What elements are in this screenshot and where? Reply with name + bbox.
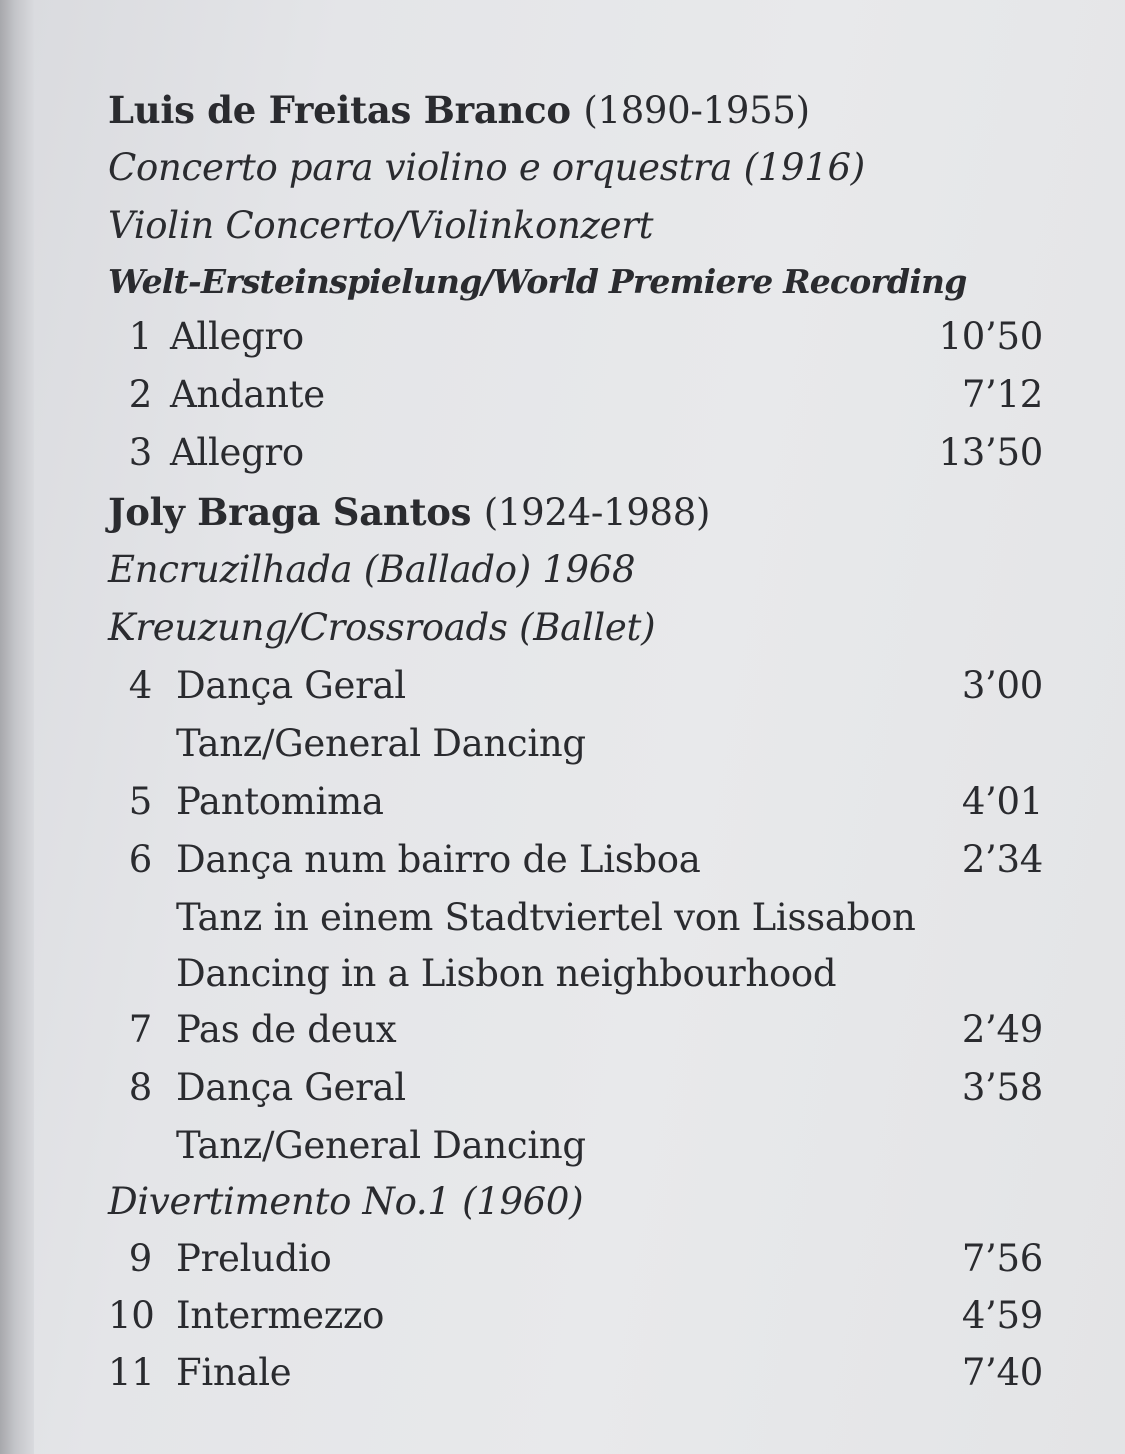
work-title-translation: Violin Concerto/Violinkonzert [108, 204, 654, 247]
track-title: Intermezzo [176, 1294, 385, 1337]
composer-years: (1924-1988) [483, 491, 711, 534]
track-duration: 2’49 [961, 1008, 1043, 1051]
track-title: Preludio [176, 1237, 332, 1280]
work-title: Encruzilhada (Ballado) 1968 [108, 548, 636, 591]
track-subtitle: Dancing in a Lisbon neighbourhood [176, 952, 837, 995]
track-title: Finale [176, 1351, 292, 1394]
page-edge-shadow [0, 0, 34, 1454]
track-number: 1 [128, 315, 152, 358]
track-duration: 3’00 [961, 664, 1043, 707]
track-number: 9 [128, 1237, 152, 1280]
track-subtitle: Tanz in einem Stadtviertel von Lissabon [176, 896, 916, 939]
composer-years: (1890-1955) [583, 89, 810, 132]
track-number: 5 [128, 780, 152, 823]
composer-name: Luis de Freitas Branco [108, 88, 571, 132]
track-duration: 4’59 [961, 1294, 1043, 1337]
track-number: 4 [128, 664, 152, 707]
track-number: 10 [108, 1294, 155, 1337]
composer-name: Joly Braga Santos [108, 490, 472, 534]
track-subtitle: Tanz/General Dancing [176, 1124, 586, 1167]
track-title: Dança Geral [176, 1066, 406, 1109]
track-title: Dança Geral [176, 664, 406, 707]
track-number: 6 [128, 838, 152, 881]
track-duration: 7’56 [961, 1237, 1043, 1280]
track-number: 7 [128, 1008, 152, 1051]
track-duration: 13’50 [938, 431, 1043, 474]
track-title: Andante [170, 373, 325, 416]
track-title: Allegro [170, 431, 304, 474]
track-number: 8 [128, 1066, 152, 1109]
track-title: Pantomima [176, 780, 384, 823]
work-title: Concerto para violino e orquestra (1916) [108, 146, 865, 189]
recording-note: Welt-Ersteinspielung/World Premiere Recording [108, 262, 967, 301]
track-duration: 2’34 [961, 838, 1043, 881]
work-title-translation: Kreuzung/Crossroads (Ballet) [108, 606, 656, 649]
track-duration: 7’12 [961, 373, 1043, 416]
track-duration: 10’50 [938, 315, 1043, 358]
composer-heading [108, 490, 710, 535]
track-title: Pas de deux [176, 1008, 397, 1051]
work-title: Divertimento No.1 (1960) [108, 1180, 584, 1223]
track-number: 3 [128, 431, 152, 474]
track-duration: 7’40 [961, 1351, 1043, 1394]
track-number: 2 [128, 373, 152, 416]
track-title: Dança num bairro de Lisboa [176, 838, 701, 881]
track-duration: 3’58 [961, 1066, 1043, 1109]
track-number: 11 [108, 1351, 155, 1394]
track-title: Allegro [170, 315, 304, 358]
composer-heading [108, 88, 810, 133]
track-duration: 4’01 [961, 780, 1043, 823]
track-subtitle: Tanz/General Dancing [176, 722, 586, 765]
